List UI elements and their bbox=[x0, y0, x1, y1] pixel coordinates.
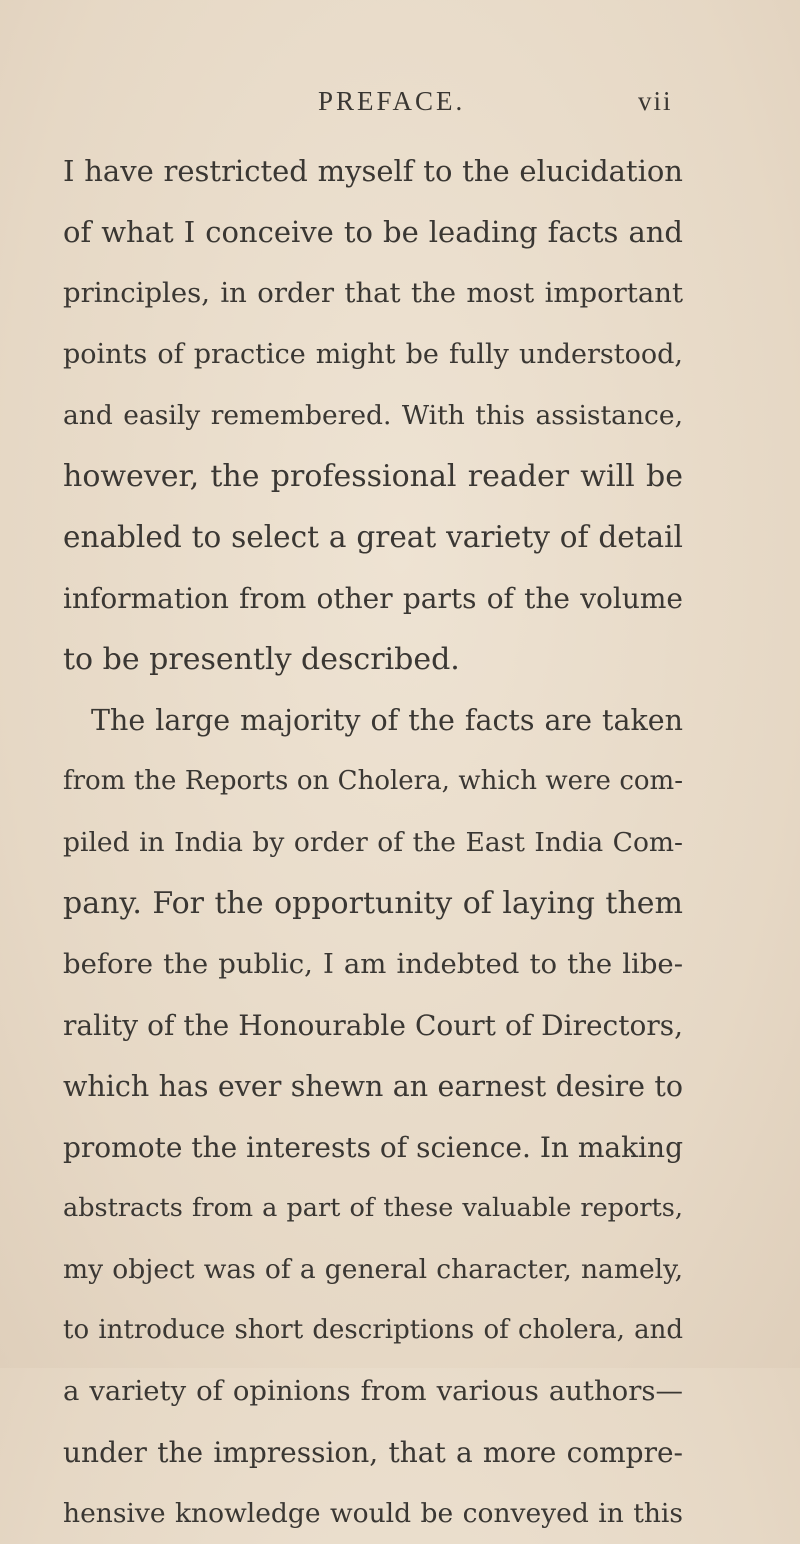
text-line: which has ever shewn an earnest desire to bbox=[63, 1070, 683, 1103]
text-line: however, the professional reader will be bbox=[63, 459, 683, 494]
text-line: The large majority of the facts are taken bbox=[91, 704, 683, 737]
text-line: points of practice might be fully understood, bbox=[63, 339, 683, 370]
text-line: before the public, I am indebted to the libe- bbox=[63, 948, 683, 980]
text-line: information from other parts of the volume bbox=[63, 582, 683, 615]
text-line: pany. For the opportunity of laying them bbox=[63, 886, 683, 921]
text-line: I have restricted myself to the elucidation bbox=[63, 154, 683, 188]
text-line: of what I conceive to be leading facts and bbox=[63, 215, 683, 249]
text-line: from the Reports on Cholera, which were com- bbox=[63, 766, 683, 796]
text-line: piled in India by order of the East India Com- bbox=[63, 827, 683, 858]
text-line: hensive knowledge would be conveyed in this bbox=[63, 1498, 683, 1529]
text-line: a variety of opinions from various authors— bbox=[63, 1375, 683, 1407]
text-line: abstracts from a part of these valuable reports, bbox=[63, 1193, 683, 1223]
body-text bbox=[63, 141, 683, 1544]
text-line: under the impression, that a more compre- bbox=[63, 1436, 683, 1469]
text-line: rality of the Honourable Court of Directors, bbox=[63, 1009, 683, 1042]
text-line: to introduce short descriptions of cholera, and bbox=[63, 1315, 683, 1345]
text-line: promote the interests of science. In making bbox=[63, 1131, 683, 1164]
text-line: to be presently described. bbox=[63, 642, 460, 677]
page-number: vii bbox=[638, 86, 673, 116]
text-line: and easily remembered. With this assistance, bbox=[63, 400, 683, 431]
text-line: my object was of a general character, namely, bbox=[63, 1254, 683, 1285]
running-title: PREFACE. bbox=[318, 86, 466, 116]
text-line: principles, in order that the most important bbox=[63, 277, 683, 309]
text-line: enabled to select a great variety of detail bbox=[63, 520, 683, 554]
